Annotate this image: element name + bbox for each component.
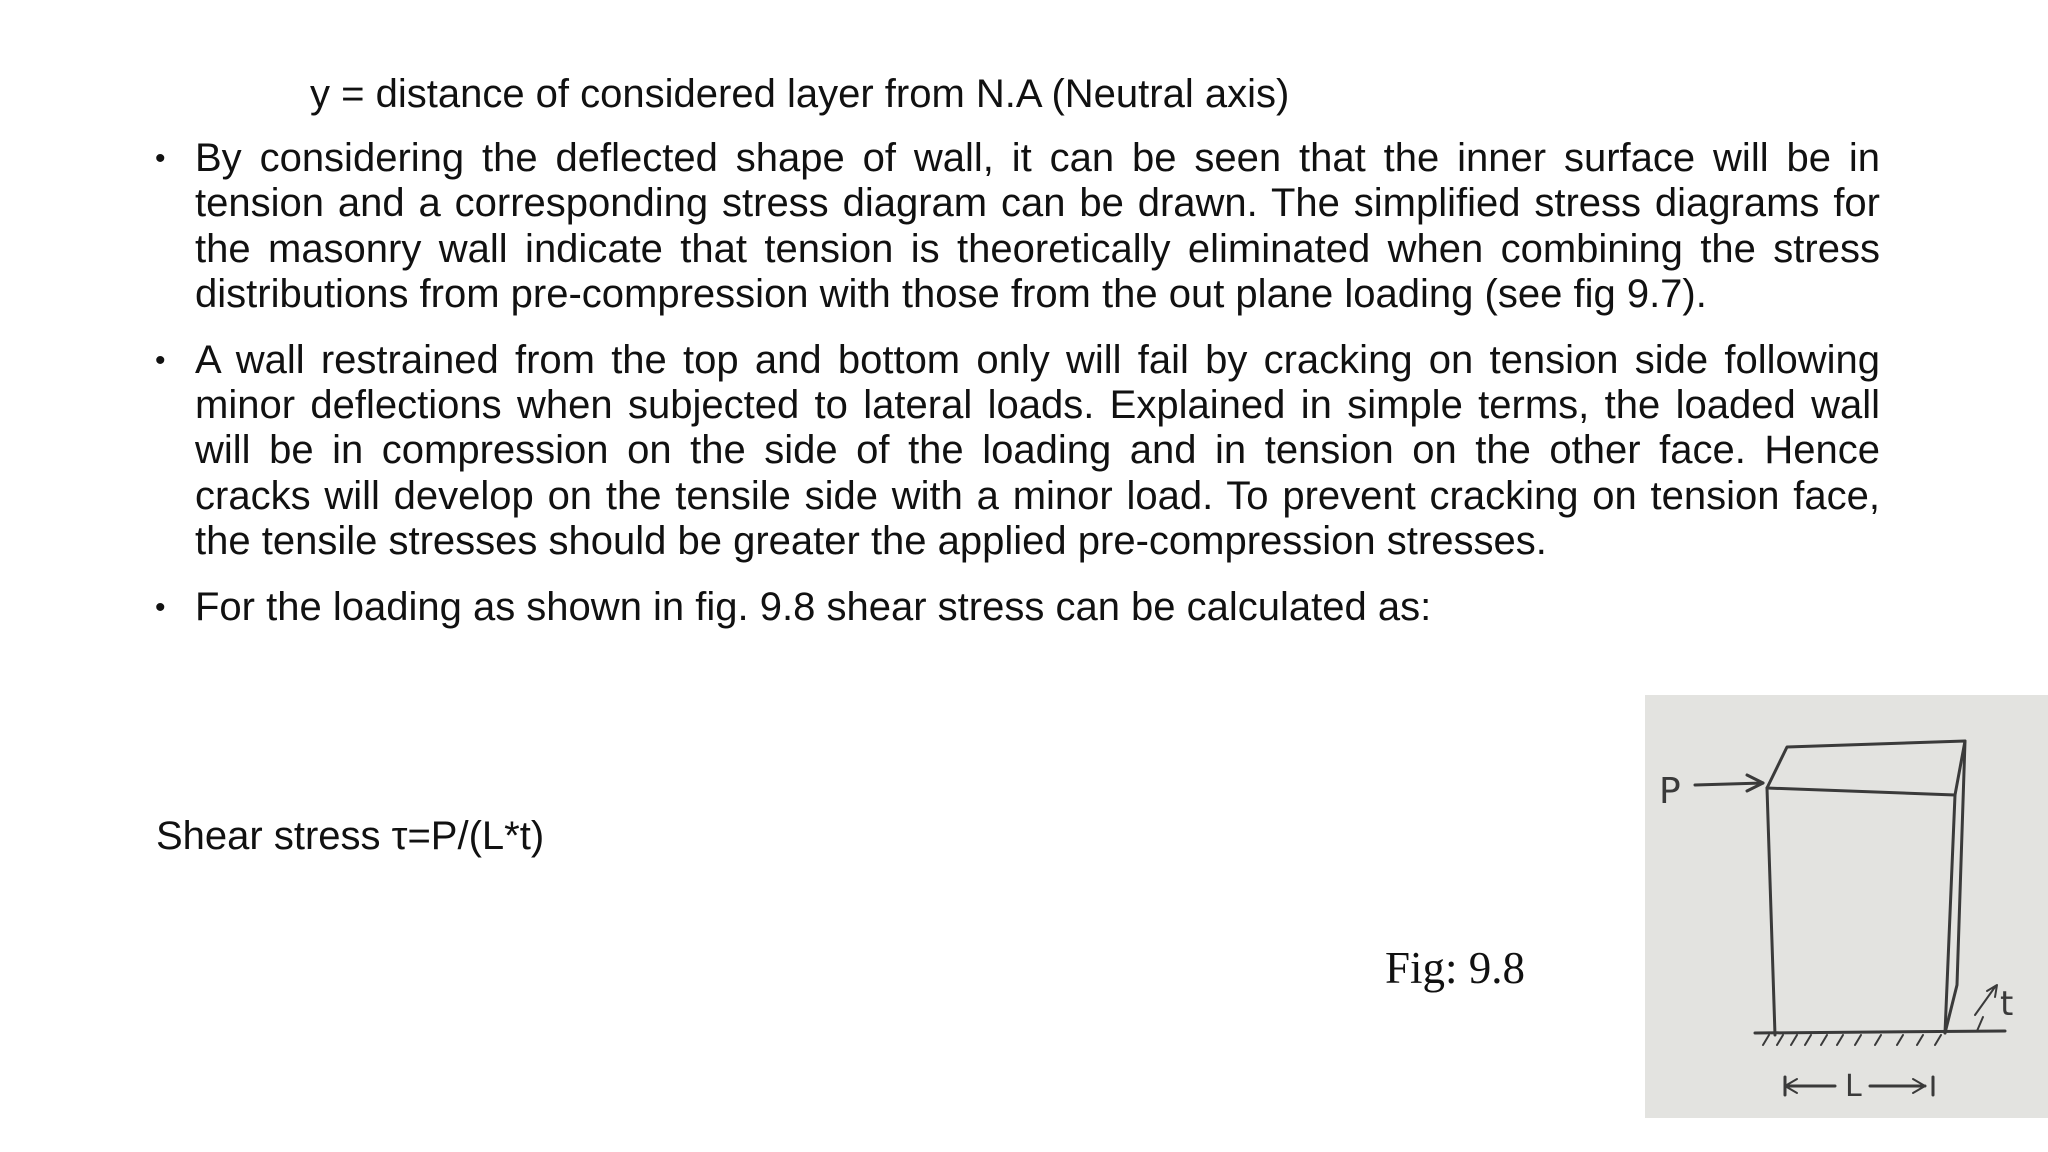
intro-line: y = distance of considered layer from N.A (Neutral axis)	[310, 72, 1290, 116]
bullet-item	[145, 585, 1880, 630]
bullet-dot-icon: •	[155, 343, 166, 377]
figure-caption: Fig: 9.8	[1385, 943, 1526, 993]
bullet-item	[145, 136, 1880, 318]
thickness-label-t: t	[2000, 984, 2014, 1024]
bullet-text: By considering the deflected shape of wall, it can be seen that the inner surface will be in tension and a corresponding stress diagram can be drawn. The simplified stress diagrams for the masonry wall indicate that tension is theoretically eliminated when combining the stress distributions from pre-compression with those from the out plane loading (see fig 9.7).	[195, 136, 1880, 317]
force-label-p: P	[1659, 771, 1681, 812]
bullet-text: For the loading as shown in fig. 9.8 shear stress can be calculated as:	[195, 584, 1432, 629]
length-label-l: L	[1845, 1069, 1862, 1104]
wall-sketch-drawing	[1645, 695, 2048, 1118]
bullet-dot-icon: •	[155, 590, 166, 624]
bullet-item	[145, 338, 1880, 565]
wall-sketch-photo	[1645, 695, 2048, 1118]
bullet-text: A wall restrained from the top and bottom only will fail by cracking on tension side following minor deflections when subjected to lateral loads. Explained in simple terms, the loaded wall will be in compression on the side of the loading and in tension on the other face. Hence cracks will develop on the tensile side with a minor load. To prevent cracking on tension face, the tensile stresses should be greater the applied pre-compression stresses.	[195, 337, 1880, 564]
bullet-list	[145, 136, 1880, 650]
shear-stress-formula: Shear stress τ=P/(L*t)	[156, 814, 545, 858]
bullet-dot-icon: •	[155, 142, 166, 175]
